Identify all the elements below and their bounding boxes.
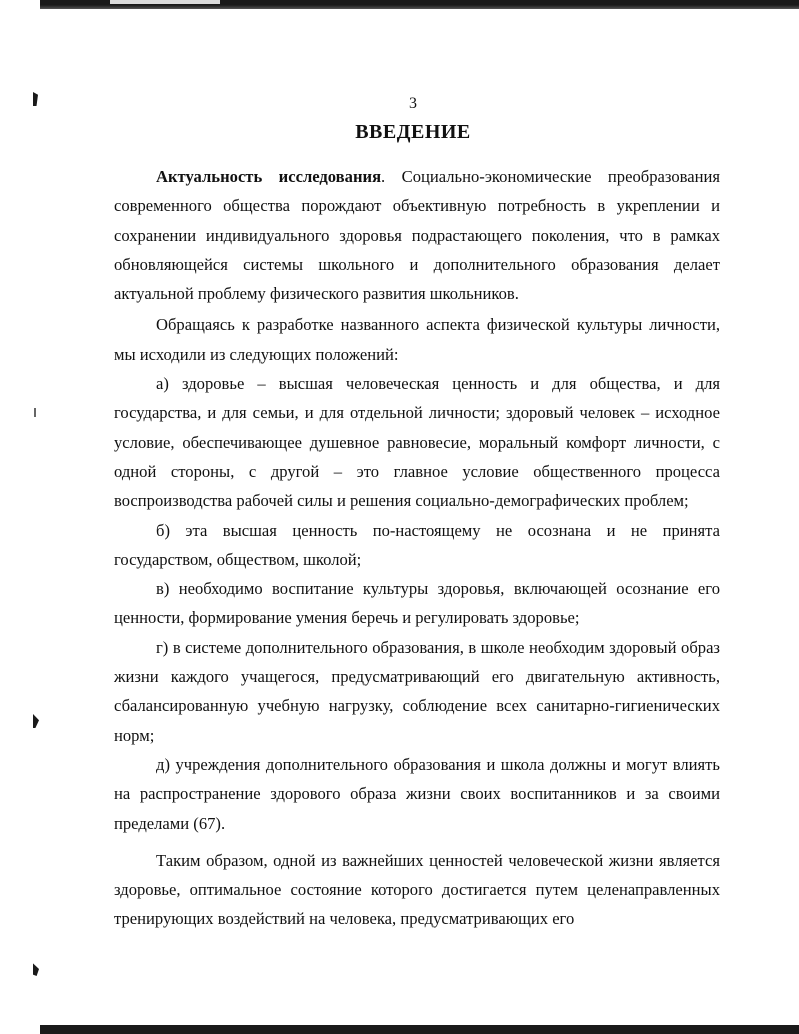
conclusion-paragraph: Таким образом, одной из важнейших ценностей человеческой жизни является здоровье, оптимальное состояние которого достигается путем целенаправленных тренирующих воздействий на человека, предусматривающих его: [114, 850, 720, 929]
list-item-a: а) здоровье – высшая человеческая ценность и для общества, и для государства, и для семьи, и для отдельной личности; здоровый человек – исходное условие, обеспечивающее душевное равновесие, моральный комфорт личности, с одной стороны, с другой – это главное условие общественного процесса воспроизводства рабочей силы и решения социально-демографических проблем;: [114, 374, 720, 511]
document-body: [114, 162, 720, 934]
list-item-c: в) необходимо воспитание культуры здоровья, включающей осознание его ценности, формирование умения беречь и регулировать здоровье;: [114, 579, 720, 628]
scan-top-edge-gap: [110, 0, 220, 4]
list-item-e: д) учреждения дополнительного образования и школа должны и могут влиять на распространение здорового образа жизни своих воспитанников и за своими пределами (67).: [114, 754, 720, 833]
page-number: 3: [409, 95, 417, 112]
approach-paragraph: Обращаясь к разработке названного аспекта физической культуры личности, мы исходили из следующих положений:: [114, 315, 720, 364]
scan-margin-mark: [34, 408, 36, 417]
intro-text: . Социально-экономические преобразования современного общества порождают объективную потребность в укреплении и сохранении индивидуального здоровья подрастающего поколения, что в рамках обновляющейся системы школьного и дополнительного образования делает актуальной проблему физического развития школьников.: [114, 167, 720, 304]
page-title: ВВЕДЕНИЕ: [355, 121, 471, 143]
scan-margin-mark: [33, 962, 39, 976]
scan-bottom-edge: [40, 1025, 799, 1034]
scan-margin-mark: [33, 714, 39, 728]
intro-lead: Актуальность исследования: [156, 167, 382, 186]
list-item-b: б) эта высшая ценность по-настоящему не осознана и не принята государством, обществом, школой;: [114, 520, 720, 569]
intro-paragraph: [114, 162, 720, 308]
list-item-d: г) в системе дополнительного образования, в школе необходим здоровый образ жизни каждого учащегося, предусматривающий его двигательную активность, сбалансированную учебную нагрузку, соблюдение всех санитарно-гигиенических норм;: [114, 637, 720, 745]
